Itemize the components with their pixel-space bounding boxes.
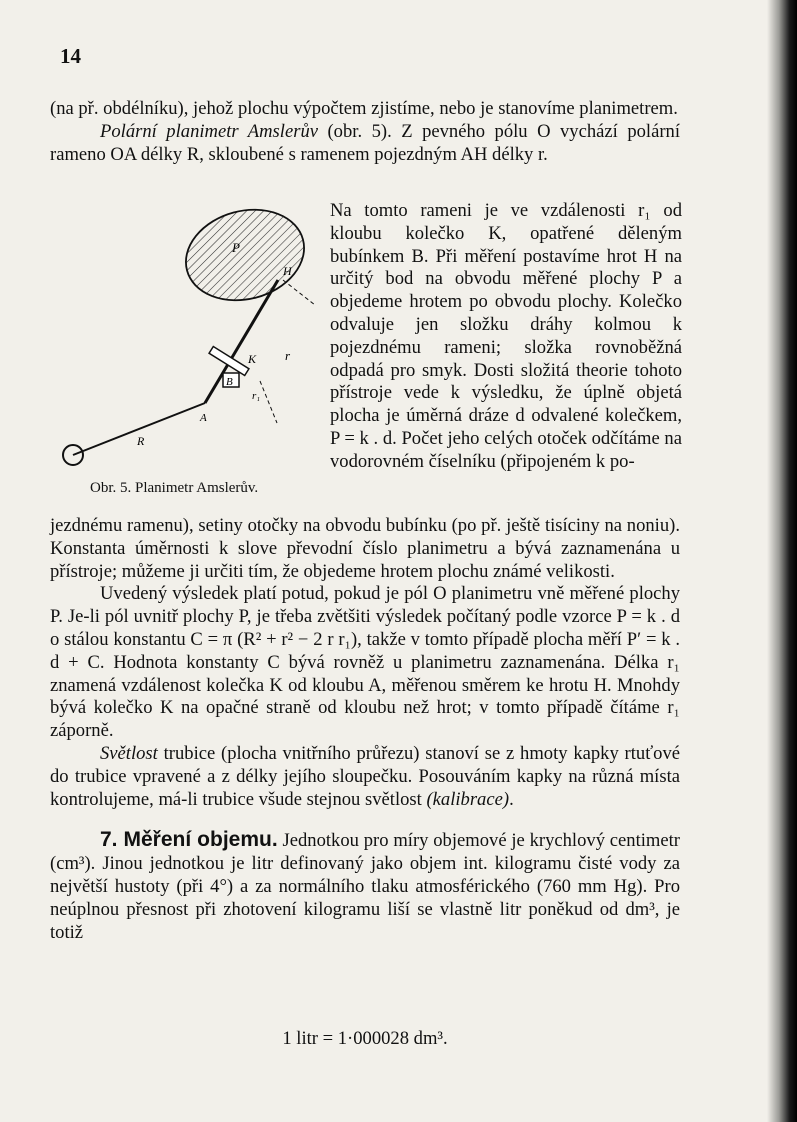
- paragraph-3: Uvedený výsledek platí potud, pokud je pól O planimetru vně měřené plochy P. Je-li pól uvnitř plochy P, je třeba zvětšiti výsledek počítaný podle vzorce P = k . d o stálou konstantu C = π (R² + r² − 2 r r₁), takže v tomto případě plocha měří P′ = k . d + C. Hodnota konstanty C bývá rovněž u planimetru zaznamenána. Délka r₁ znamená vzdálenost kolečka K od kloubu A, měřenou směrem ke hrotu H. Mnohdy bývá kolečko K na opačné straně od kloubu než hrot; v tomto případě čítáme r₁ záporně.: [50, 583, 680, 742]
- paragraph-1: (na př. obdélníku), jehož plochu výpočtem zjistíme, nebo je stanovíme planimetrem.: [50, 98, 678, 119]
- label-h: H: [283, 264, 292, 278]
- label-a: A: [200, 412, 207, 424]
- label-b: B: [226, 376, 233, 388]
- text-block-main: [50, 515, 680, 944]
- paragraph-5: [50, 829, 680, 944]
- paragraph-4-end: (kalibrace): [426, 788, 510, 810]
- paragraph-4-body: trubice (plocha vnitřního průřezu) stanoví se z hmoty kapky rtuťové do trubice vpravené a z délky jejího sloupečku. Posouváním kapky na různá místa kontrolujeme, má-li trubice všude stejnou světlost: [50, 742, 680, 810]
- paragraph-4-title: Světlost: [100, 742, 158, 764]
- paragraph-4: [50, 743, 680, 811]
- measured-area-shape: [176, 205, 315, 313]
- paragraph-2-title: Polární planimetr Amslerův: [100, 120, 318, 142]
- planimeter-figure: [55, 205, 323, 485]
- label-p: P: [232, 240, 240, 255]
- label-r-big: R: [137, 434, 145, 448]
- page-edge-shadow: [767, 0, 797, 1122]
- label-k: K: [248, 352, 257, 366]
- section-heading: 7. Měření objemu.: [100, 828, 278, 852]
- page-number: 14: [60, 44, 81, 68]
- paragraph-2-wrap: Na tomto rameni je ve vzdálenosti r₁ od kloubu kolečko K, opatřené děleným bubínkem B. Při měření postavíme hrot H na určitý bod na obvodu měřené plochy P a objedeme hrotem po obvodu plochy. Kolečko odvaluje jen složku dráhy kolmou k pojezdnému rameni; složka rovnoběžná odpadá pro smyk. Dosti složitá theorie tohoto přístroje vede k výsledku, že úplně objetá plocha je úměrná dráze d odvalené kolečkem, P = k . d. Počet jeho celých otoček odčítáme na vodorovném číselníku (připojeném k po-: [330, 200, 682, 472]
- paragraph-4-dot: .: [509, 788, 514, 810]
- formula-litr: 1 litr = 1·000028 dm³.: [282, 1028, 448, 1049]
- text-block-top: [50, 98, 680, 166]
- paragraph-5-text: Jednotkou pro míry objemové je krychlový centimetr (cm³). Jinou jednotkou je litr definovaný jako objem int. kilogramu čisté vody za největší hustoty (při 4°) a za normálního tlaku atmosférického (760 mm Hg). Pro neúplnou přesnost při zhotovení kilogramu liší se vlastně litr poněkud od dm³, je totiž: [50, 830, 680, 943]
- wheel-disk: [209, 346, 249, 375]
- paragraph-2-lead-text: (obr. 5). Z pevného pólu O vychází polární rameno OA délky R, skloubené s ramenem pojezdným AH délky r.: [50, 120, 680, 165]
- paragraph-2-rest: jezdnému ramenu), setiny otočky na obvodu bubínku (po př. ještě tisíciny na noniu). Konstanta úměrnosti k slove převodní číslo planimetru a bývá zaznamenána u přístroje; můžeme ji určiti tím, že objedeme hrotem plochu známé velikosti.: [50, 515, 680, 582]
- paragraph-2-lead: [50, 121, 680, 167]
- figure-caption: Obr. 5. Planimetr Amslerův.: [90, 480, 259, 496]
- label-r1: r₁: [252, 390, 261, 402]
- label-r-small: r: [285, 348, 291, 363]
